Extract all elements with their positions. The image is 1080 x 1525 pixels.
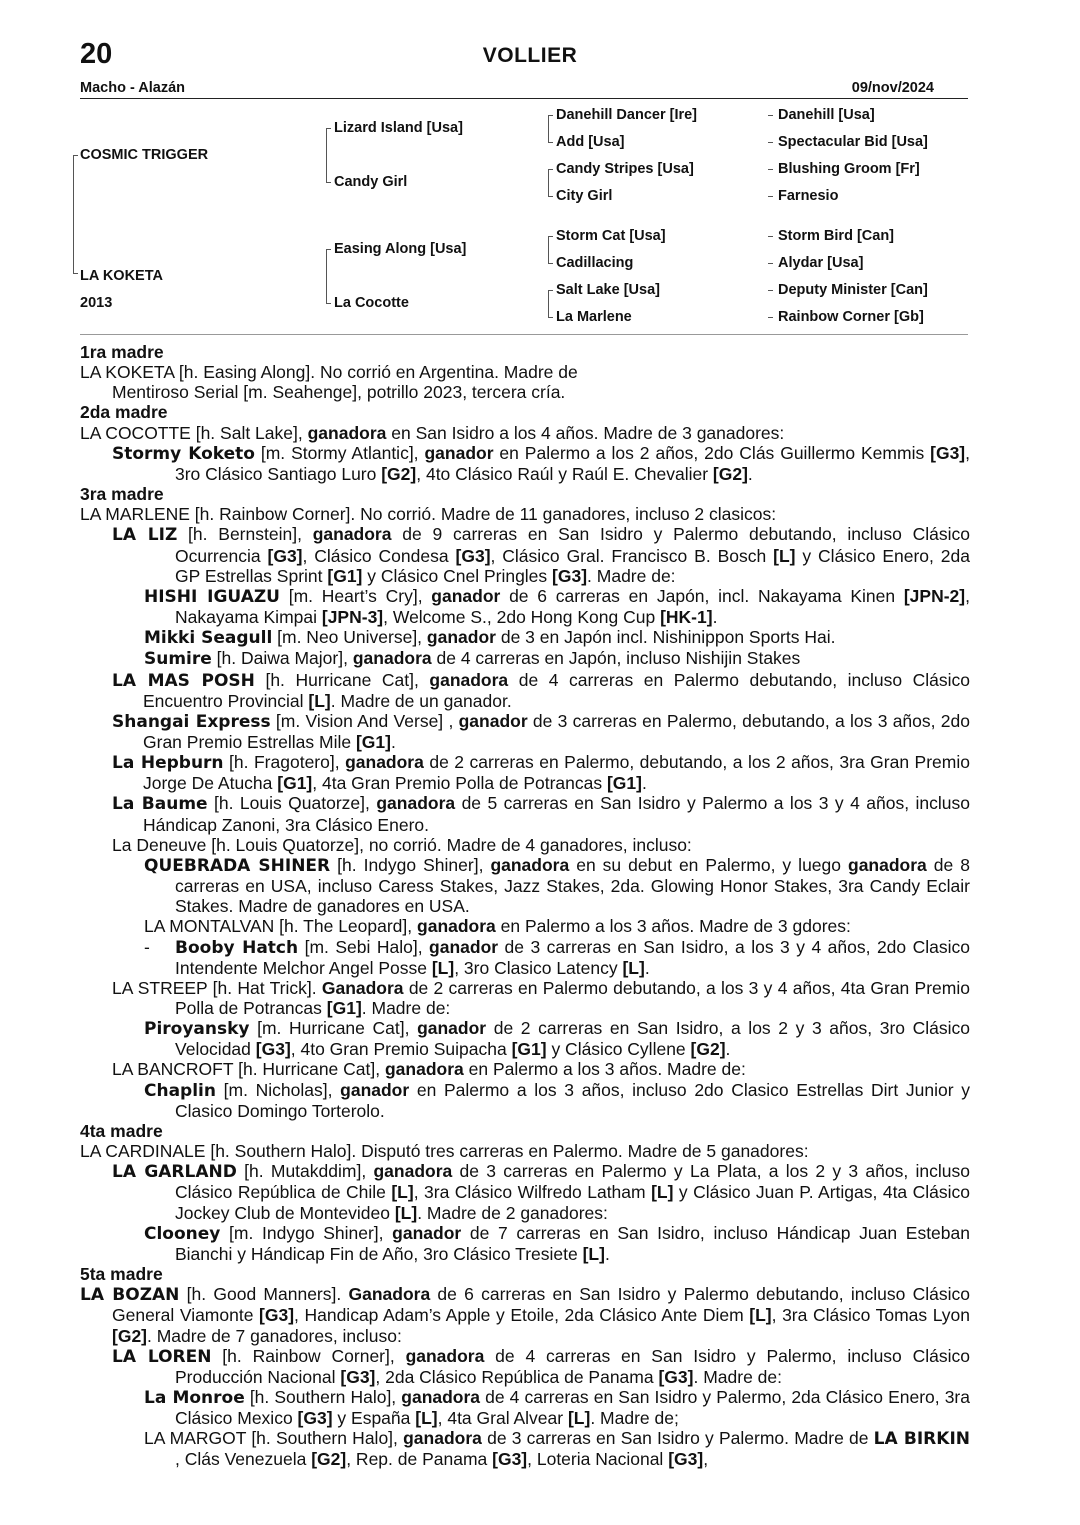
pedigree-gen3: Salt Lake [Usa] [556, 282, 660, 298]
paragraph: LA GARLAND [h. Mutakddim], ganadora de 3 carreras en Palermo y La Plata, a los 2 y 3 años, incluso Clásico República de Chile [L], 3ra Clásico Wilfredo Latham [L] y Clásico Juan P. Artigas, 4ta Clásico Jockey Club de Montevideo [L]. Madre de 2 ganadores: [112, 1161, 970, 1223]
bracket-tick [326, 128, 331, 129]
pedigree-gen3: Storm Cat [Usa] [556, 228, 666, 244]
section-heading: 1ra madre [80, 342, 164, 362]
pedigree-gen4: Rainbow Corner [Gb] [778, 309, 924, 325]
bracket-tick [548, 290, 553, 291]
text: en San Isidro a los 4 años. Madre de 3 ganadores: [386, 422, 785, 443]
bracket-tick [326, 182, 331, 183]
pedigree-gen4: Storm Bird [Can] [778, 228, 894, 244]
paragraph: LA MAS POSH [h. Hurricane Cat], ganadora de 4 carreras en Palermo debutando, incluso Clásico Encuentro Provincial [L]. Madre de un ganador. [112, 669, 971, 711]
paragraph: Chaplin [m. Nicholas], ganador en Palermo a los 3 años, incluso 2do Clasico Estrellas Dirt Junior y Clasico Domingo Torterolo. [144, 1079, 970, 1121]
lot-number: 20 [80, 38, 113, 70]
bracket [548, 169, 549, 196]
pedigree-gen2: La Cocotte [334, 295, 409, 311]
paragraph: Mikki Seagull [m. Neo Universe], ganador de 3 en Japón incl. Nishinippon Sports Hai. [144, 627, 836, 649]
pedigree-gen3: Candy Stripes [Usa] [556, 161, 694, 177]
paragraph: La Baume [h. Louis Quatorze], ganadora de 5 carreras en San Isidro y Palermo a los 3 y 4 años, incluso Hándicap Zanoni, 3ra Clásico Enero. [112, 793, 970, 835]
pedigree-gen3: Cadillacing [556, 255, 634, 271]
section-heading: 2da madre [80, 402, 168, 423]
bracket-tick [548, 142, 553, 143]
text: LA MARLENE [h. Rainbow Corner]. No corrió. Madre de 11 ganadores, incluso 2 clasicos: [80, 504, 777, 525]
bracket-tick [548, 115, 553, 116]
pedigree-gen4: Deputy Minister [Can] [778, 282, 928, 298]
paragraph: LA BOZAN [h. Good Manners]. Ganadora de 6 carreras en San Isidro y Palermo debutando, incluso Clásico General Viamonte [G3], Handicap Adam’s Apple y Etoile, 2da Clásico Ante Diem [L], 3ra Clásico Tomas Lyon [G2]. Madre de 7 ganadores, incluso: [80, 1284, 970, 1346]
paragraph: Sumire [h. Daiwa Major], ganadora de 4 carreras en Japón, incluso Nishijin Stakes [144, 648, 801, 670]
paragraph: QUEBRADA SHINER [h. Indygo Shiner], ganadora en su debut en Palermo, y luego ganadora de 8 carreras en USA, incluso Caress Stakes, Jazz Stakes, 2da. Glowing Honor Stakes, 3ra Candy Eclair Stakes. Madre de ganadores en USA. [144, 854, 970, 917]
bracket-tick [548, 236, 553, 237]
paragraph: HISHI IGUAZU [m. Heart’s Cry], ganador de 6 carreras en Japón, incl. Nakayama Kinen [JPN-2], Nakayama Kimpai [JPN-3], Welcome S., 2do Hong Kong Cup [HK-1]. [144, 585, 970, 628]
paragraph [80, 1141, 970, 1161]
bracket-tick [73, 273, 78, 274]
text: LA COCOTTE [h. Salt Lake], [80, 422, 308, 443]
bracket-tick [73, 155, 78, 156]
pedigree-gen4: Spectacular Bid [Usa] [778, 134, 928, 150]
bracket [548, 115, 549, 142]
pedigree-gen3: Danehill Dancer [Ire] [556, 107, 698, 123]
dash [768, 142, 773, 143]
paragraph: - Booby Hatch [m. Sebi Halo], ganador de 3 carreras en San Isidro, a los 3 y 4 años, 2do Clasico Intendente Melchor Angel Posse [L], 3ro Clasico Latency [L]. [144, 936, 970, 978]
pedigree-gen4: Alydar [Usa] [778, 255, 864, 271]
horse-name: VOLLIER [482, 44, 578, 67]
bracket-tick [548, 263, 553, 264]
paragraph: LA LOREN [h. Rainbow Corner], ganadora de 4 carreras en San Isidro y Palermo, incluso Clásico Producción Nacional [G3], 2da Clásico República de Panama [G3]. Madre de: [112, 1345, 970, 1387]
dash [768, 290, 773, 291]
dash [768, 196, 773, 197]
paragraph [80, 504, 970, 524]
paragraph: LA MARGOT [h. Southern Halo], ganadora de 3 carreras en San Isidro y Palermo. Madre de LA BIRKIN , Clás Venezuela [G2], Rep. de Panama [G3], Loteria Nacional [G3], [144, 1428, 970, 1470]
pedigree-gen3: City Girl [556, 188, 613, 204]
paragraph: Shangai Express [m. Vision And Verse] , ganador de 3 carreras en Palermo, debutando, a los 3 años, 2do Gran Premio Estrellas Mile [G1]. [112, 710, 970, 752]
sex-color: Macho - Alazán [80, 80, 186, 96]
paragraph [80, 423, 970, 443]
section-heading: 3ra madre [80, 484, 164, 505]
bracket-tick [548, 169, 553, 170]
pedigree-rule [80, 334, 968, 335]
paragraph: LA MONTALVAN [h. The Leopard], ganadora en Palermo a los 3 años. Madre de 3 gdores: [144, 916, 851, 937]
bracket [548, 290, 549, 317]
text: LA CARDINALE [h. Southern Halo]. Disputó tres carreras en Palermo. Madre de 5 ganadores: [80, 1141, 809, 1162]
pedigree-gen2: Candy Girl [334, 174, 408, 190]
paragraph: LA STREEP [h. Hat Trick]. Ganadora de 2 carreras en Palermo debutando, a los 3 y 4 años, 4ta Gran Premio Polla de Potrancas [G1]. Madre de: [112, 977, 970, 1018]
paragraph: La Monroe [h. Southern Halo], ganadora de 4 carreras en San Isidro y Palermo, 2da Clásico Enero, 3ra Clásico Mexico [G3] y España [L], 4ta Gral Alvear [L]. Madre de; [144, 1386, 970, 1429]
text: ganadora [307, 422, 387, 443]
paragraph: LA BANCROFT [h. Hurricane Cat], ganadora en Palermo a los 3 años. Madre de: [112, 1059, 746, 1080]
paragraph: La Deneuve [h. Louis Quatorze], no corrió. Madre de 4 ganadores, incluso: [112, 834, 692, 855]
paragraph [80, 362, 970, 382]
paragraph: Stormy Koketo [m. Stormy Atlantic], ganador en Palermo a los 2 años, 2do Clás Guillermo Kemmis [G3], 3ro Clásico Santiago Luro [G2], 4to Clásico Raúl y Raúl E. Chevalier [G2]. [112, 442, 970, 484]
dam-name: LA KOKETA [80, 268, 163, 284]
bracket [326, 128, 327, 182]
text: LA KOKETA [h. Easing Along]. No corrió en Argentina. Madre de [80, 362, 578, 383]
bracket-tick [326, 249, 331, 250]
bracket [548, 236, 549, 263]
sire-name: COSMIC TRIGGER [80, 147, 209, 163]
pedigree-gen4: Danehill [Usa] [778, 107, 875, 123]
bracket [73, 155, 74, 273]
pedigree-gen4: Blushing Groom [Fr] [778, 161, 920, 177]
paragraph: La Hepburn [h. Fragotero], ganadora de 2 carreras en Palermo, debutando, a los 2 años, 3ra Gran Premio Jorge De Atucha [G1], 4ta Gran Premio Polla de Potrancas [G1]. [112, 752, 970, 794]
pedigree-gen4: Farnesio [778, 188, 839, 204]
paragraph: Clooney [m. Indygo Shiner], ganador de 7 carreras en San Isidro, incluso Hándicap Juan Esteban Bianchi y Hándicap Fin de Año, 3ro Clásico Tresiete [L]. [144, 1222, 970, 1264]
dash [768, 169, 773, 170]
text: Mentiroso Serial [m. Seahenge], potrillo 2023, tercera cría. [112, 382, 566, 403]
dash [768, 236, 773, 237]
section-heading: 4ta madre [80, 1120, 163, 1141]
dash [768, 263, 773, 264]
catalog-date: 09/nov/2024 [851, 80, 934, 96]
pedigree-gen3: Add [Usa] [556, 134, 625, 150]
dam-year: 2013 [80, 295, 113, 311]
paragraph: LA LIZ [h. Bernstein], ganadora de 9 carreras en San Isidro y Palermo debutando, incluso Clásico Ocurrencia [G3], Clásico Condesa [G3], Clásico Gral. Francisco B. Bosch [L] y Clásico Enero, 2da GP Estrellas Sprint [G1] y Clásico Cnel Pringles [G3]. Madre de: [112, 524, 970, 586]
produce-record [80, 342, 970, 1470]
paragraph [80, 382, 970, 402]
bracket-tick [326, 303, 331, 304]
paragraph: Piroyansky [m. Hurricane Cat], ganador de 2 carreras en San Isidro, a los 2 y 3 años, 3ro Clásico Velocidad [G3], 4to Gran Premio Suipacha [G1] y Clásico Cyllene [G2]. [144, 1018, 970, 1060]
bracket [326, 249, 327, 303]
pedigree-gen2: Lizard Island [Usa] [334, 120, 463, 136]
bracket-tick [548, 196, 553, 197]
pedigree-gen3: La Marlene [556, 309, 632, 325]
dash [768, 115, 773, 116]
bracket-tick [548, 317, 553, 318]
pedigree-gen2: Easing Along [Usa] [334, 241, 467, 257]
header-rule [80, 98, 968, 99]
dash [768, 317, 773, 318]
section-heading: 5ta madre [80, 1264, 163, 1285]
